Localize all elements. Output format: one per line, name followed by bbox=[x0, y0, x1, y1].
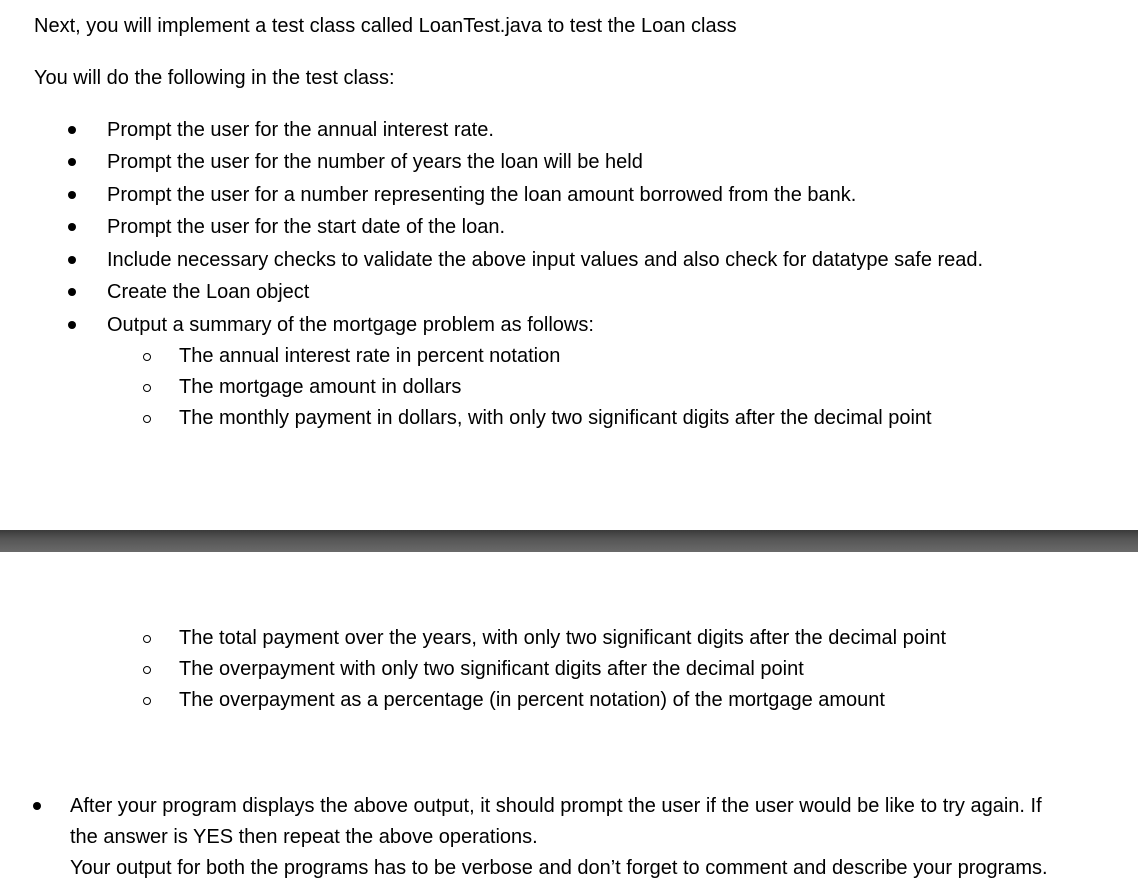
bullet-icon bbox=[68, 126, 76, 134]
circle-bullet-icon bbox=[143, 697, 151, 705]
list-item: The overpayment with only two significant digits after the decimal point bbox=[179, 658, 804, 680]
page-separator bbox=[0, 530, 1138, 552]
list-item: The total payment over the years, with only two significant digits after the decimal point bbox=[179, 627, 947, 649]
bullet-icon bbox=[68, 288, 76, 296]
list-item: Include necessary checks to validate the above input values and also check for datatype safe read. bbox=[107, 249, 984, 271]
bullet-icon bbox=[68, 223, 76, 231]
bullet-icon bbox=[68, 321, 76, 329]
list-item: Output a summary of the mortgage problem as follows: bbox=[107, 314, 594, 336]
intro-paragraph: Next, you will implement a test class called LoanTest.java to test the Loan class bbox=[34, 15, 737, 37]
bullet-icon bbox=[68, 158, 76, 166]
list-item: The annual interest rate in percent notation bbox=[179, 345, 561, 367]
circle-bullet-icon bbox=[143, 666, 151, 674]
list-item: Prompt the user for a number representing the loan amount borrowed from the bank. bbox=[107, 184, 857, 206]
list-item: Create the Loan object bbox=[107, 281, 310, 303]
list-item: The overpayment as a percentage (in percent notation) of the mortgage amount bbox=[179, 689, 885, 711]
list-item: Prompt the user for the annual interest rate. bbox=[107, 119, 494, 141]
bullet-icon bbox=[33, 802, 41, 810]
bullet-icon bbox=[68, 191, 76, 199]
circle-bullet-icon bbox=[143, 353, 151, 361]
list-item: Prompt the user for the start date of the loan. bbox=[107, 216, 505, 238]
lead-paragraph: You will do the following in the test class: bbox=[34, 67, 395, 89]
circle-bullet-icon bbox=[143, 415, 151, 423]
bullet-icon bbox=[68, 256, 76, 264]
list-item: The mortgage amount in dollars bbox=[179, 376, 462, 398]
circle-bullet-icon bbox=[143, 384, 151, 392]
final-bullet-line-2: the answer is YES then repeat the above operations. bbox=[70, 826, 538, 848]
final-bullet-line-1: After your program displays the above output, it should prompt the user if the user would be like to try again. If bbox=[70, 795, 1042, 817]
circle-bullet-icon bbox=[143, 635, 151, 643]
list-item: Prompt the user for the number of years the loan will be held bbox=[107, 151, 643, 173]
list-item: The monthly payment in dollars, with only two significant digits after the decimal point bbox=[179, 407, 932, 429]
closing-paragraph: Your output for both the programs has to be verbose and don’t forget to comment and describe your programs. bbox=[70, 857, 1048, 879]
